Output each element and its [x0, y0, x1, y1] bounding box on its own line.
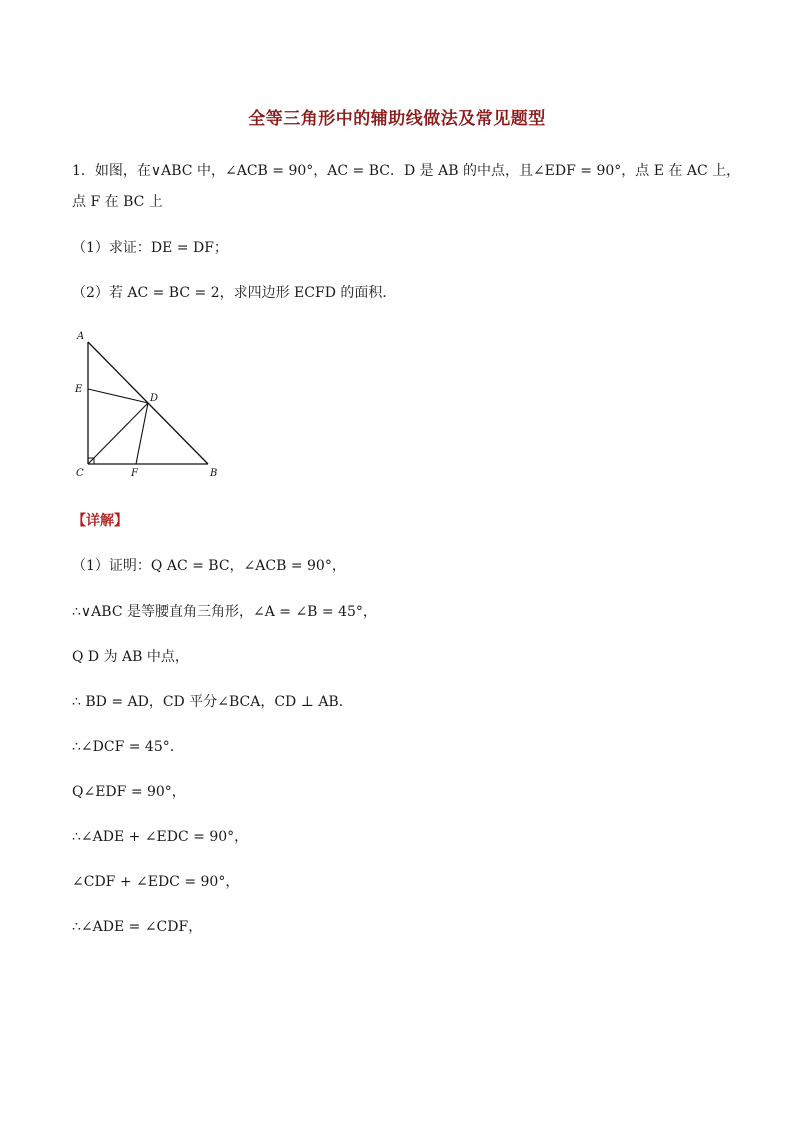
- solution-line: （1）证明：Q AC = BC，∠ACB = 90°，: [72, 558, 346, 574]
- document-title: 全等三角形中的辅助线做法及常见题型: [248, 109, 546, 129]
- solution-line: ∴∨ABC 是等腰直角三角形，∠A = ∠B = 45°，: [72, 604, 377, 620]
- solution-line: ∴∠ADE + ∠EDC = 90°，: [72, 829, 249, 845]
- segment-cd: [88, 403, 148, 464]
- problem-part-2: （2）若 AC = BC = 2，求四边形 ECFD 的面积．: [72, 285, 397, 301]
- label-e: E: [75, 384, 83, 395]
- segment-ed: [88, 389, 148, 403]
- label-a: A: [77, 331, 85, 342]
- geometry-figure: [64, 326, 234, 486]
- solution-heading: 【详解】: [72, 513, 128, 529]
- solution-line: ∠CDF + ∠EDC = 90°，: [72, 874, 240, 890]
- solution-line: Q∠EDF = 90°，: [72, 784, 186, 800]
- label-f: F: [131, 468, 138, 479]
- solution-line: Q D 为 AB 中点，: [72, 649, 189, 665]
- segment-df: [136, 403, 148, 464]
- problem-part-1: （1）求证：DE = DF；: [72, 240, 228, 256]
- label-d: D: [150, 393, 159, 404]
- label-c: C: [76, 468, 84, 479]
- problem-statement-line-2: 点 F 在 BC 上: [72, 194, 163, 210]
- solution-line: ∴∠ADE = ∠CDF，: [72, 919, 203, 935]
- label-b: B: [210, 468, 218, 479]
- solution-line: ∴ BD = AD，CD 平分∠BCA，CD ⊥ AB．: [72, 694, 353, 710]
- problem-statement-line-1: 1．如图，在∨ABC 中，∠ACB = 90°，AC = BC．D 是 AB 的中点，且∠EDF = 90°，点 E 在 AC 上，: [72, 163, 741, 179]
- solution-line: ∴∠DCF = 45°．: [72, 739, 184, 755]
